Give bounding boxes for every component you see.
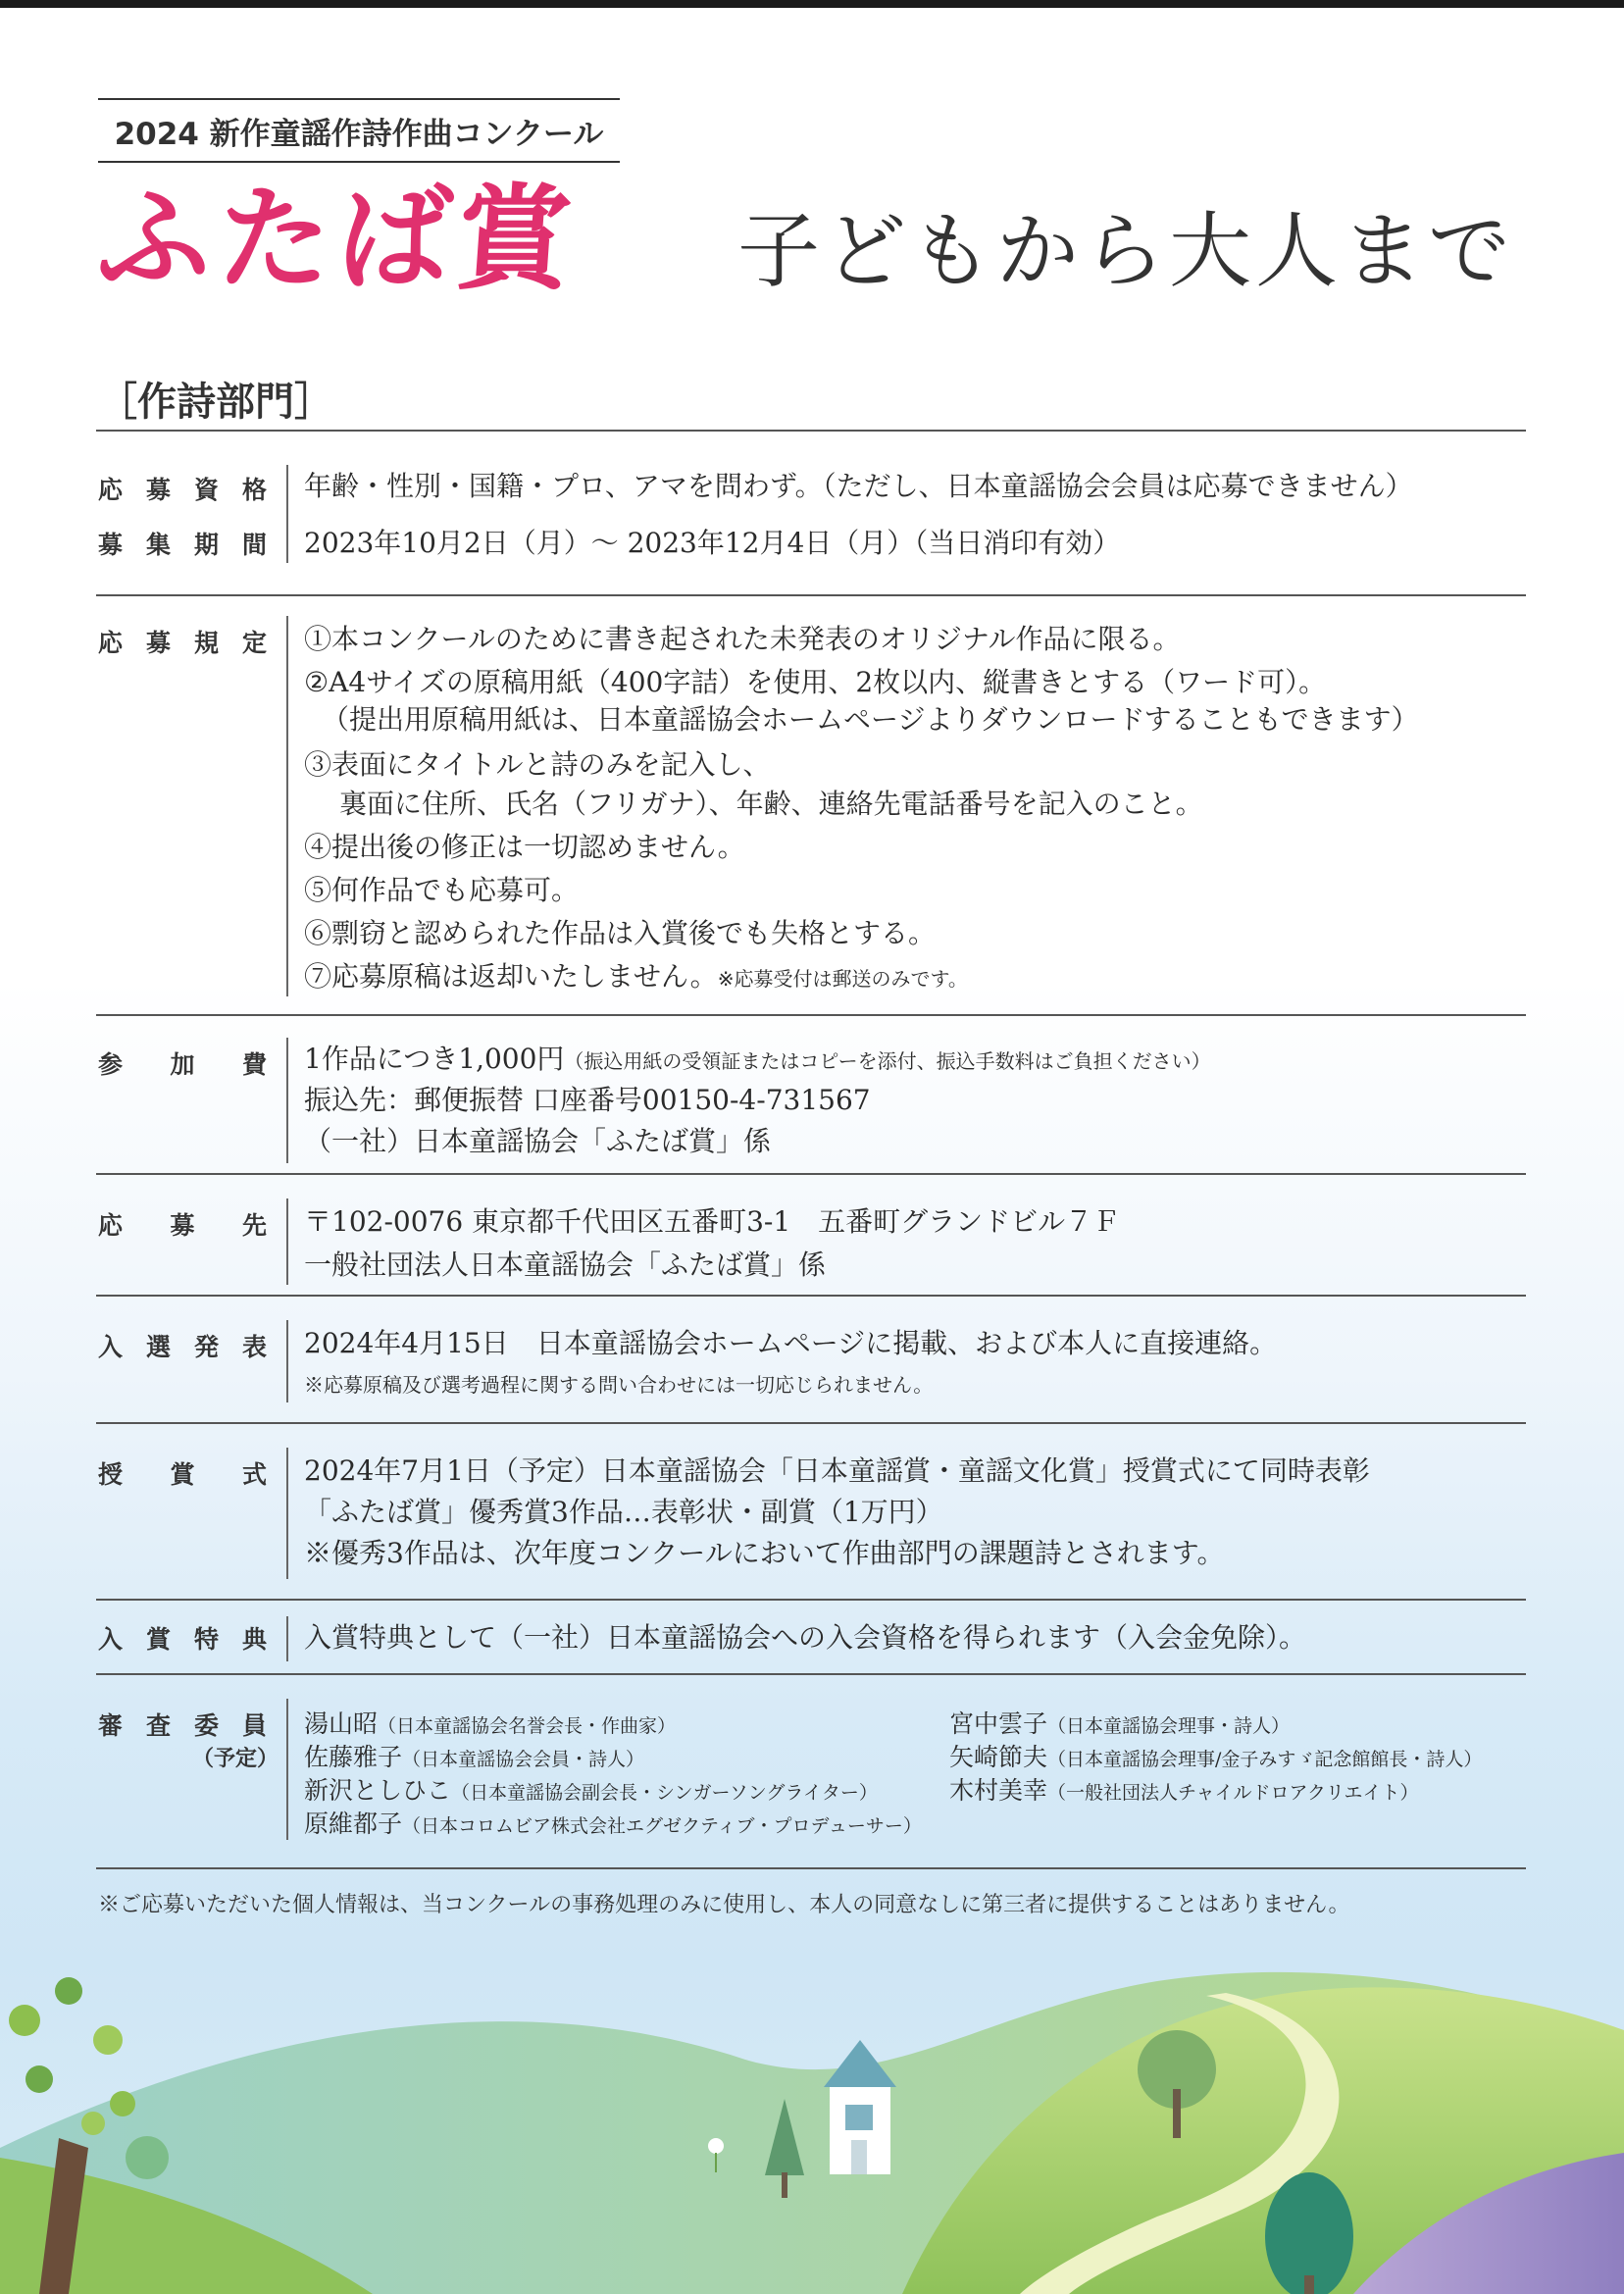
divider (96, 1014, 1526, 1016)
eligibility-text: 年齢・性別・国籍・プロ、アマを問わず。（ただし、日本童謡協会会員は応募できません） (304, 470, 1413, 502)
rule-2-note: （提出用原稿用紙は、日本童謡協会ホームページよりダウンロードすることもできます） (322, 703, 1419, 736)
rule-1: ①本コンクールのために書き起された未発表のオリジナル作品に限る。 (304, 623, 1181, 655)
divider (96, 594, 1526, 596)
judge-left-2: 佐藤雅子（日本童謡協会会員・詩人） (304, 1743, 645, 1771)
divider (96, 1867, 1526, 1869)
divider-vertical (286, 1616, 288, 1661)
ceremony-line-2: 「ふたば賞」優秀賞3作品…表彰状・副賞（1万円） (304, 1496, 943, 1528)
tree-icon (1265, 2172, 1353, 2294)
address-label: 応 募 先 (98, 1211, 267, 1240)
announcement-note: ※応募原稿及び選考過程に関する問い合わせには一切応じられません。 (304, 1373, 934, 1397)
judge-right-2: 矢崎節夫（日本童謡協会理事/金子みすゞ記念館館長・詩人） (949, 1743, 1483, 1771)
announcement-line-1: 2024年4月15日 日本童謡協会ホームページに掲載、および本人に直接連絡。 (304, 1327, 1278, 1359)
slogan: 子どもから大人まで (737, 203, 1515, 299)
privacy-note: ※ご応募いただいた個人情報は、当コンクールの事務処理のみに使用し、本人の同意なしに第三者に提供することはありません。 (98, 1893, 1350, 1917)
divider-vertical (286, 1198, 288, 1285)
announcement-label: 入 選 発 表 (98, 1333, 267, 1361)
house-icon (824, 2040, 896, 2174)
ceremony-line-3: ※優秀3作品は、次年度コンクールにおいて作曲部門の課題詩とされます。 (304, 1537, 1225, 1569)
fee-label: 参 加 費 (98, 1050, 267, 1079)
rule-2: ②A4サイズの原稿用紙（400字詰）を使用、2枚以内、縦書きとする（ワード可）。 (304, 666, 1327, 698)
judges-sublabel: （予定） (192, 1747, 279, 1771)
award-title: ふたば賞 (93, 173, 582, 306)
divider (96, 1673, 1526, 1675)
judge-left-1: 湯山昭（日本童謡協会名誉会長・作曲家） (304, 1709, 677, 1738)
contest-name: 2024 新作童謡作詩作曲コンクール (98, 98, 620, 163)
rule-5: ⑤何作品でも応募可。 (304, 874, 580, 906)
divider (96, 1422, 1526, 1424)
divider-vertical (286, 465, 288, 563)
divider-vertical (286, 616, 288, 996)
fee-line-1: 1作品につき1,000円（振込用紙の受領証またはコピーを添付、振込手数料はご負担ください） (304, 1043, 1211, 1075)
judge-left-4: 原維都子（日本コロムビア株式会社エグゼクティブ・プロデューサー） (304, 1810, 922, 1838)
rule-7: ⑦応募原稿は返却いたしません。※応募受付は郵送のみです。 (304, 960, 968, 993)
judge-left-3: 新沢としひこ（日本童謡協会副会長・シンガーソングライター） (304, 1776, 878, 1805)
address-line-1: 〒102-0076 東京都千代田区五番町3-1 五番町グランドビル７Ｆ (304, 1205, 1121, 1238)
privilege-label: 入 賞 特 典 (98, 1625, 267, 1654)
rule-3: ③表面にタイトルと詩のみを記入し、 (304, 748, 771, 781)
ceremony-label: 授 賞 式 (98, 1460, 267, 1489)
divider (96, 1173, 1526, 1175)
fee-line-2: 振込先：郵便振替 口座番号00150-4-731567 (304, 1084, 871, 1116)
period-label: 募 集 期 間 (98, 531, 267, 559)
divider (96, 1295, 1526, 1297)
rule-4: ④提出後の修正は一切認めません。 (304, 831, 745, 863)
judge-right-3: 木村美幸（一般社団法人チャイルドロアクリエイト） (949, 1776, 1419, 1805)
rules-label: 応 募 規 定 (98, 629, 267, 657)
rule-7-note: ※応募受付は郵送のみです。 (717, 967, 968, 991)
eligibility-label: 応 募 資 格 (98, 476, 267, 504)
divider (96, 430, 1526, 432)
rule-3-cont: 裏面に住所、氏名（フリガナ）、年齢、連絡先電話番号を記入のこと。 (339, 788, 1203, 820)
address-line-2: 一般社団法人日本童謡協会「ふたば賞」係 (304, 1249, 827, 1281)
divider-vertical (286, 1699, 288, 1840)
divider (96, 1599, 1526, 1601)
judge-right-1: 宮中雲子（日本童謡協会理事・詩人） (949, 1709, 1291, 1738)
divider-vertical (286, 1038, 288, 1163)
judges-label: 審 査 委 員 (98, 1711, 267, 1740)
period-text: 2023年10月2日（月）～ 2023年12月4日（月）（当日消印有効） (304, 527, 1121, 559)
landscape-illustration (0, 1922, 1624, 2294)
divider-vertical (286, 1320, 288, 1402)
top-border (0, 0, 1624, 8)
ceremony-line-1: 2024年7月1日（予定）日本童謡協会「日本童謡賞・童謡文化賞」授賞式にて同時表彰 (304, 1454, 1370, 1487)
divider-vertical (286, 1448, 288, 1579)
section-title: ［作詩部門］ (98, 379, 333, 425)
privilege-text: 入賞特典として（一社）日本童謡協会への入会資格を得られます（入会金免除）。 (304, 1621, 1307, 1654)
fee-line-3: （一社）日本童謡協会「ふたば賞」係 (304, 1125, 772, 1157)
rule-6: ⑥剽窃と認められた作品は入賞後でも失格とする。 (304, 917, 937, 949)
